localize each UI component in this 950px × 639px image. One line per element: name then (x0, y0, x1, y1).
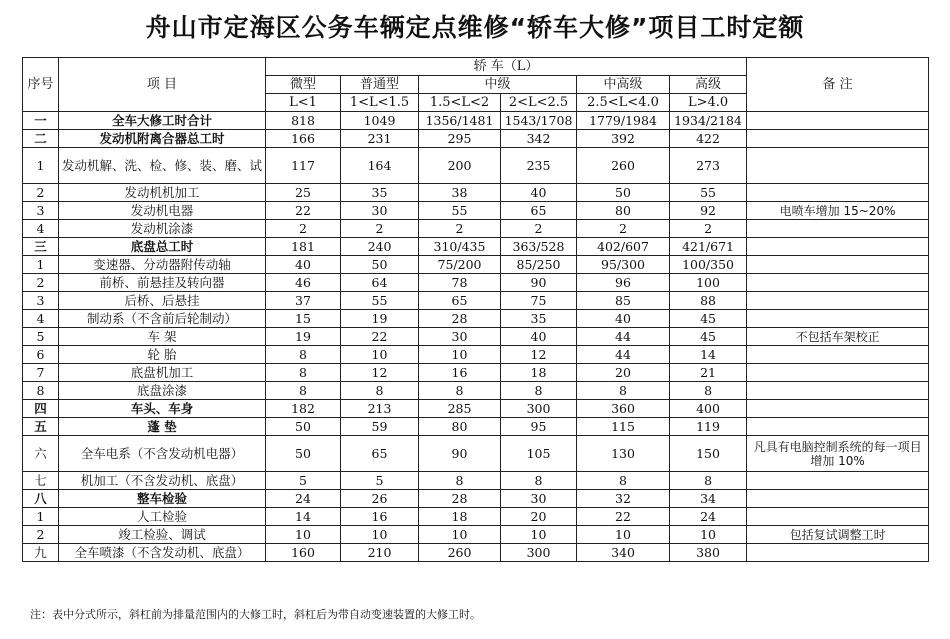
row-no: 三 (23, 238, 59, 256)
row-value: 25 (266, 184, 341, 202)
row-value: 20 (501, 508, 577, 526)
row-value: 8 (501, 382, 577, 400)
row-item: 全车喷漆（不含发动机、底盘） (59, 544, 266, 562)
row-value: 50 (341, 256, 419, 274)
row-no: 七 (23, 472, 59, 490)
row-value: 10 (341, 526, 419, 544)
row-value: 24 (670, 508, 747, 526)
row-value: 400 (670, 400, 747, 418)
row-value: 88 (670, 292, 747, 310)
row-value: 14 (266, 508, 341, 526)
row-value: 210 (341, 544, 419, 562)
row-value: 22 (341, 328, 419, 346)
row-value: 300 (501, 400, 577, 418)
row-value: 45 (670, 328, 747, 346)
row-item: 全车大修工时合计 (59, 112, 266, 130)
table-row (23, 328, 929, 346)
row-value: 22 (577, 508, 670, 526)
row-value: 1779/1984 (577, 112, 670, 130)
row-value: 166 (266, 130, 341, 148)
row-value: 5 (266, 472, 341, 490)
row-value: 285 (419, 400, 501, 418)
row-value: 75/200 (419, 256, 501, 274)
row-item: 底盘机加工 (59, 364, 266, 382)
row-remark (747, 238, 929, 256)
row-value: 10 (341, 346, 419, 364)
row-remark: 包括复试调整工时 (747, 526, 929, 544)
row-value: 8 (670, 382, 747, 400)
row-no: 6 (23, 346, 59, 364)
row-value: 50 (577, 184, 670, 202)
disp-5: 2.5<L<4.0 (577, 94, 670, 112)
row-value: 360 (577, 400, 670, 418)
row-value: 19 (266, 328, 341, 346)
row-no: 1 (23, 508, 59, 526)
row-value: 55 (419, 202, 501, 220)
row-value: 235 (501, 148, 577, 184)
table-row (23, 202, 929, 220)
row-no: 一 (23, 112, 59, 130)
row-value: 100/350 (670, 256, 747, 274)
row-value: 300 (501, 544, 577, 562)
table-row (23, 292, 929, 310)
row-value: 28 (419, 310, 501, 328)
row-value: 95 (501, 418, 577, 436)
row-value: 50 (266, 418, 341, 436)
row-value: 40 (266, 256, 341, 274)
row-value: 65 (341, 436, 419, 472)
row-no: 六 (23, 436, 59, 472)
row-remark (747, 508, 929, 526)
table-row (23, 274, 929, 292)
row-value: 16 (419, 364, 501, 382)
row-item: 底盘总工时 (59, 238, 266, 256)
table-row (23, 364, 929, 382)
row-value: 8 (577, 382, 670, 400)
row-value: 273 (670, 148, 747, 184)
row-item: 发动机附离合器总工时 (59, 130, 266, 148)
row-value: 45 (670, 310, 747, 328)
row-value: 181 (266, 238, 341, 256)
row-remark (747, 418, 929, 436)
row-value: 44 (577, 346, 670, 364)
row-no: 八 (23, 490, 59, 508)
row-value: 12 (341, 364, 419, 382)
row-value: 90 (419, 436, 501, 472)
row-remark: 电喷车增加 15~20% (747, 202, 929, 220)
row-value: 32 (577, 490, 670, 508)
row-item: 车 架 (59, 328, 266, 346)
row-value: 1543/1708 (501, 112, 577, 130)
header-item: 项 目 (59, 58, 266, 112)
row-value: 20 (577, 364, 670, 382)
row-value: 8 (266, 346, 341, 364)
row-value: 95/300 (577, 256, 670, 274)
row-remark (747, 220, 929, 238)
row-value: 92 (670, 202, 747, 220)
row-value: 85 (577, 292, 670, 310)
row-item: 发动机机加工 (59, 184, 266, 202)
row-value: 19 (341, 310, 419, 328)
row-value: 59 (341, 418, 419, 436)
table-row (23, 382, 929, 400)
disp-4: 2<L<2.5 (501, 94, 577, 112)
row-item: 变速器、分动器附传动轴 (59, 256, 266, 274)
row-value: 422 (670, 130, 747, 148)
row-value: 8 (670, 472, 747, 490)
row-remark (747, 184, 929, 202)
row-value: 115 (577, 418, 670, 436)
row-value: 117 (266, 148, 341, 184)
row-value: 16 (341, 508, 419, 526)
row-no: 3 (23, 292, 59, 310)
row-no: 4 (23, 220, 59, 238)
table-row (23, 508, 929, 526)
row-value: 1356/1481 (419, 112, 501, 130)
row-value: 30 (341, 202, 419, 220)
class-high: 高级 (670, 76, 747, 94)
row-value: 2 (419, 220, 501, 238)
row-value: 150 (670, 436, 747, 472)
table-row (23, 310, 929, 328)
row-value: 10 (266, 526, 341, 544)
row-item: 制动系（不含前后轮制动） (59, 310, 266, 328)
row-no: 二 (23, 130, 59, 148)
row-value: 18 (501, 364, 577, 382)
row-value: 340 (577, 544, 670, 562)
row-no: 1 (23, 148, 59, 184)
row-value: 30 (419, 328, 501, 346)
row-remark (747, 472, 929, 490)
row-item: 竣工检验、调试 (59, 526, 266, 544)
disp-6: L>4.0 (670, 94, 747, 112)
row-no: 2 (23, 274, 59, 292)
table-row (23, 400, 929, 418)
row-value: 119 (670, 418, 747, 436)
row-value: 28 (419, 490, 501, 508)
row-value: 2 (266, 220, 341, 238)
document-title: 舟山市定海区公务车辆定点维修“轿车大修”项目工时定额 (145, 13, 805, 42)
row-value: 14 (670, 346, 747, 364)
row-item: 人工检验 (59, 508, 266, 526)
row-value: 818 (266, 112, 341, 130)
row-value: 65 (419, 292, 501, 310)
row-value: 8 (419, 382, 501, 400)
row-value: 342 (501, 130, 577, 148)
table-body (23, 112, 929, 562)
row-value: 2 (341, 220, 419, 238)
row-value: 8 (341, 382, 419, 400)
row-value: 38 (419, 184, 501, 202)
disp-1: L<1 (266, 94, 341, 112)
row-value: 240 (341, 238, 419, 256)
row-value: 35 (501, 310, 577, 328)
row-value: 10 (670, 526, 747, 544)
table-row (23, 436, 929, 472)
row-value: 46 (266, 274, 341, 292)
row-value: 24 (266, 490, 341, 508)
row-value: 380 (670, 544, 747, 562)
class-standard: 普通型 (341, 76, 419, 94)
row-value: 30 (501, 490, 577, 508)
row-item: 车头、车身 (59, 400, 266, 418)
row-value: 105 (501, 436, 577, 472)
row-value: 295 (419, 130, 501, 148)
row-value: 5 (341, 472, 419, 490)
row-no: 五 (23, 418, 59, 436)
table-row (23, 112, 929, 130)
row-remark (747, 364, 929, 382)
class-mid: 中级 (419, 76, 577, 94)
row-value: 80 (419, 418, 501, 436)
row-no: 7 (23, 364, 59, 382)
row-no: 2 (23, 526, 59, 544)
row-item: 发动机电器 (59, 202, 266, 220)
row-remark: 不包括车架校正 (747, 328, 929, 346)
row-remark (747, 130, 929, 148)
row-value: 260 (419, 544, 501, 562)
row-value: 40 (501, 328, 577, 346)
row-value: 10 (419, 526, 501, 544)
row-remark (747, 490, 929, 508)
row-value: 100 (670, 274, 747, 292)
row-no: 8 (23, 382, 59, 400)
row-value: 310/435 (419, 238, 501, 256)
table-row (23, 220, 929, 238)
table-row (23, 148, 929, 184)
row-item: 全车电系（不含发动机电器） (59, 436, 266, 472)
row-value: 15 (266, 310, 341, 328)
row-item: 发动机涂漆 (59, 220, 266, 238)
row-no: 4 (23, 310, 59, 328)
row-value: 8 (501, 472, 577, 490)
row-value: 2 (501, 220, 577, 238)
row-value: 8 (577, 472, 670, 490)
row-value: 363/528 (501, 238, 577, 256)
table-row (23, 526, 929, 544)
row-value: 182 (266, 400, 341, 418)
row-value: 40 (577, 310, 670, 328)
row-value: 392 (577, 130, 670, 148)
header-sedan: 轿 车（L） (266, 58, 747, 76)
row-value: 37 (266, 292, 341, 310)
row-value: 1049 (341, 112, 419, 130)
row-value: 421/671 (670, 238, 747, 256)
row-value: 213 (341, 400, 419, 418)
row-no: 1 (23, 256, 59, 274)
table-row (23, 544, 929, 562)
row-no: 2 (23, 184, 59, 202)
row-no: 九 (23, 544, 59, 562)
table-row (23, 472, 929, 490)
header-seq: 序号 (23, 58, 59, 112)
row-item: 底盘涂漆 (59, 382, 266, 400)
row-value: 200 (419, 148, 501, 184)
row-remark (747, 544, 929, 562)
row-remark (747, 292, 929, 310)
row-value: 18 (419, 508, 501, 526)
row-value: 1934/2184 (670, 112, 747, 130)
row-item: 前桥、前悬挂及转向器 (59, 274, 266, 292)
row-value: 78 (419, 274, 501, 292)
row-remark (747, 148, 929, 184)
row-value: 164 (341, 148, 419, 184)
row-remark (747, 400, 929, 418)
table-row (23, 256, 929, 274)
row-remark: 凡具有电脑控制系统的每一项目增加 10% (747, 436, 929, 472)
disp-3: 1.5<L<2 (419, 94, 501, 112)
row-item: 发动机解、洗、检、修、装、磨、试 (59, 148, 266, 184)
row-value: 96 (577, 274, 670, 292)
table-row (23, 346, 929, 364)
row-remark (747, 346, 929, 364)
row-value: 80 (577, 202, 670, 220)
row-value: 8 (266, 364, 341, 382)
row-value: 160 (266, 544, 341, 562)
disp-2: 1<L<1.5 (341, 94, 419, 112)
table-row (23, 490, 929, 508)
row-value: 55 (341, 292, 419, 310)
row-value: 75 (501, 292, 577, 310)
row-item: 整车检验 (59, 490, 266, 508)
row-value: 8 (266, 382, 341, 400)
row-item: 蓬 垫 (59, 418, 266, 436)
row-item: 轮 胎 (59, 346, 266, 364)
row-item: 后桥、后悬挂 (59, 292, 266, 310)
row-value: 55 (670, 184, 747, 202)
row-value: 10 (501, 526, 577, 544)
row-value: 10 (577, 526, 670, 544)
table-row (23, 238, 929, 256)
row-remark (747, 112, 929, 130)
row-value: 65 (501, 202, 577, 220)
row-value: 2 (670, 220, 747, 238)
row-value: 40 (501, 184, 577, 202)
row-no: 5 (23, 328, 59, 346)
row-value: 22 (266, 202, 341, 220)
row-value: 21 (670, 364, 747, 382)
row-item: 机加工（不含发动机、底盘） (59, 472, 266, 490)
header-remark: 备 注 (747, 58, 929, 112)
row-value: 35 (341, 184, 419, 202)
row-value: 130 (577, 436, 670, 472)
class-upper-mid: 中高级 (577, 76, 670, 94)
row-value: 8 (419, 472, 501, 490)
row-value: 26 (341, 490, 419, 508)
table-row (23, 184, 929, 202)
row-value: 50 (266, 436, 341, 472)
row-value: 260 (577, 148, 670, 184)
row-value: 64 (341, 274, 419, 292)
row-value: 44 (577, 328, 670, 346)
row-value: 34 (670, 490, 747, 508)
labor-hours-table (22, 57, 929, 562)
row-remark (747, 382, 929, 400)
row-remark (747, 256, 929, 274)
row-value: 231 (341, 130, 419, 148)
table-row (23, 418, 929, 436)
row-no: 3 (23, 202, 59, 220)
row-remark (747, 310, 929, 328)
row-value: 2 (577, 220, 670, 238)
row-value: 85/250 (501, 256, 577, 274)
table-row (23, 130, 929, 148)
row-value: 12 (501, 346, 577, 364)
footnote: 注：表中分式所示，斜杠前为排量范围内的大修工时，斜杠后为带自动变速装置的大修工时。 (30, 608, 481, 621)
row-no: 四 (23, 400, 59, 418)
class-mini: 微型 (266, 76, 341, 94)
row-value: 10 (419, 346, 501, 364)
row-value: 402/607 (577, 238, 670, 256)
row-remark (747, 274, 929, 292)
row-value: 90 (501, 274, 577, 292)
